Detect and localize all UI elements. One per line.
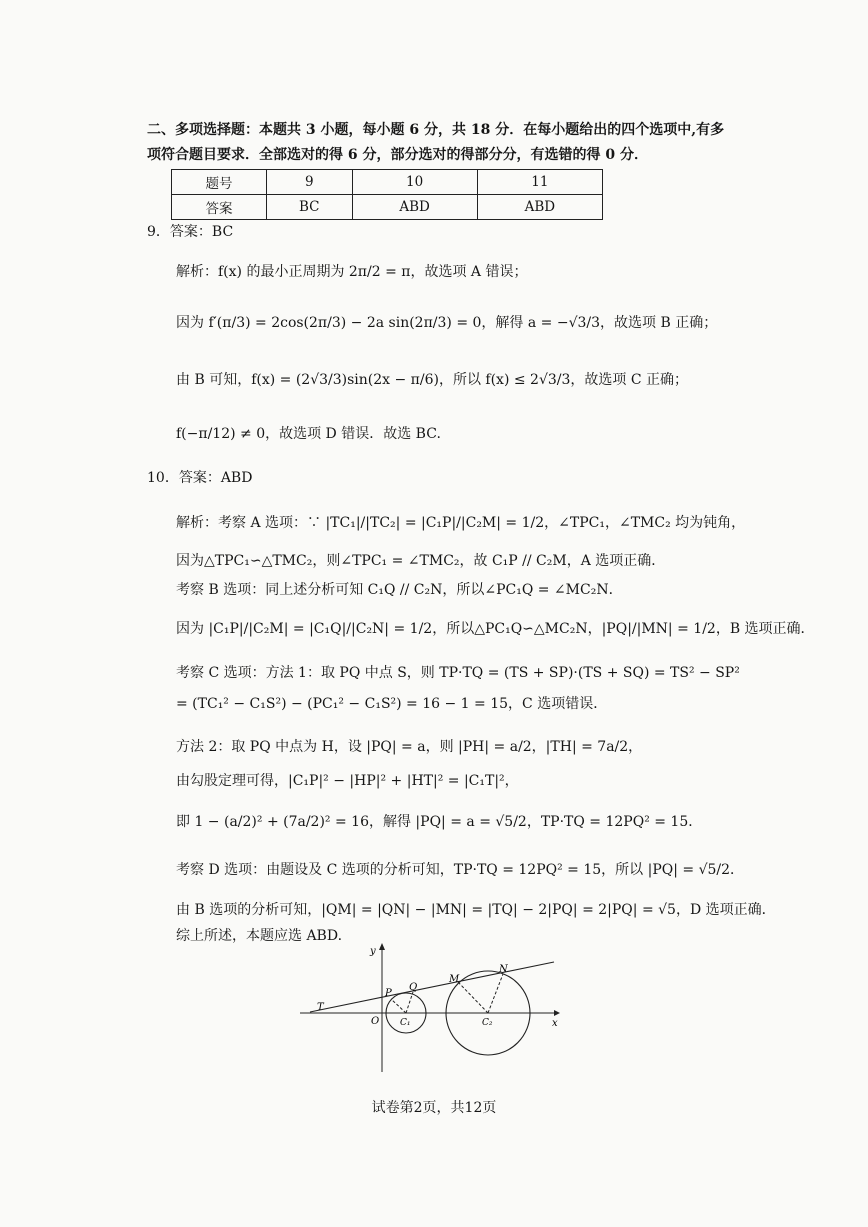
radius-c1q bbox=[406, 992, 413, 1013]
label-m: M bbox=[449, 974, 460, 985]
geometry-diagram bbox=[296, 940, 566, 1075]
q10-line11: 由 B 选项的分析可知，|QM| = |QN| − |MN| = |TQ| − 2|PQ| = 2|PQ| = √5，D 选项正确． bbox=[176, 902, 776, 918]
page-footer: 试卷第2页，共12页 bbox=[371, 1100, 497, 1116]
table-cell: 10 bbox=[352, 170, 477, 195]
secant-line bbox=[310, 962, 554, 1012]
q9-line2: 因为 f′(π/3) = 2cos(2π/3) − 2a sin(2π/3) = 0，解得 a = −√3/3，故选项 B 正确； bbox=[176, 315, 718, 331]
q10-line5: 考察 C 选项：方法 1：取 PQ 中点 S，则 TP·TQ = (TS + SP)·(TS + SQ) = TS² − SP² bbox=[176, 665, 740, 681]
label-y: y bbox=[370, 946, 376, 957]
q10-line3: 考察 B 选项：同上述分析可知 C₁Q // C₂N，所以∠PC₁Q = ∠MC₂N． bbox=[176, 582, 623, 598]
label-q: Q bbox=[409, 982, 418, 993]
q10-line6: = (TC₁² − C₁S²) − (PC₁² − C₁S²) = 16 − 1 = 15，C 选项错误． bbox=[176, 696, 608, 712]
radius-c2m bbox=[458, 982, 488, 1013]
table-row bbox=[172, 195, 603, 220]
q10-line8: 由勾股定理可得，|C₁P|² − |HP|² + |HT|² = |C₁T|²， bbox=[176, 773, 519, 789]
q9-title: 9．答案：BC bbox=[147, 224, 234, 240]
table-row bbox=[172, 170, 603, 195]
q10-line12: 综上所述，本题应选 ABD. bbox=[176, 928, 343, 944]
table-cell: 11 bbox=[477, 170, 602, 195]
section-header-line1: 二、多项选择题：本题共 3 小题，每小题 6 分，共 18 分．在每小题给出的四个选项中,有多 bbox=[147, 122, 725, 138]
label-o: O bbox=[371, 1016, 380, 1027]
label-t: T bbox=[317, 1002, 324, 1013]
q10-line7: 方法 2：取 PQ 中点为 H，设 |PQ| = a，则 |PH| = a/2，|TH| = 7a/2， bbox=[176, 739, 643, 755]
q10-line2: 因为△TPC₁∽△TMC₂，则∠TPC₁ = ∠TMC₂，故 C₁P // C₂M，A 选项正确． bbox=[176, 553, 666, 569]
answer-table bbox=[171, 169, 603, 220]
table-cell: ABD bbox=[477, 195, 602, 220]
label-n: N bbox=[499, 964, 508, 975]
section-header-line2: 项符合题目要求．全部选对的得 6 分，部分选对的得部分分，有选错的得 0 分． bbox=[147, 147, 648, 163]
q10-line4: 因为 |C₁P|/|C₂M| = |C₁Q|/|C₂N| = 1/2，所以△PC₁Q∽△MC₂N，|PQ|/|MN| = 1/2，B 选项正确． bbox=[176, 621, 815, 637]
label-p: P bbox=[385, 988, 392, 999]
table-cell: 9 bbox=[267, 170, 353, 195]
radius-c2n bbox=[488, 974, 503, 1013]
y-axis-arrow-icon bbox=[379, 943, 385, 950]
q9-line4: f(−π/12) ≠ 0，故选项 D 错误．故选 BC. bbox=[176, 426, 441, 442]
q9-line1: 解析：f(x) 的最小正周期为 2π/2 = π，故选项 A 错误； bbox=[176, 264, 528, 280]
table-header-cell: 题号 bbox=[172, 170, 267, 195]
label-c2: C₂ bbox=[482, 1018, 493, 1028]
q10-title: 10．答案：ABD bbox=[147, 470, 253, 486]
x-axis-arrow-icon bbox=[554, 1010, 560, 1016]
q9-line3: 由 B 可知，f(x) = (2√3/3)sin(2x − π/6)，所以 f(x) ≤ 2√3/3，故选项 C 正确； bbox=[176, 372, 689, 388]
label-c1: C₁ bbox=[400, 1018, 411, 1028]
table-header-cell: 答案 bbox=[172, 195, 267, 220]
label-x: x bbox=[552, 1018, 558, 1029]
q10-line10: 考察 D 选项：由题设及 C 选项的分析可知，TP·TQ = 12PQ² = 15，所以 |PQ| = √5/2． bbox=[176, 862, 745, 878]
q10-line1: 解析：考察 A 选项：∵ |TC₁|/|TC₂| = |C₁P|/|C₂M| = 1/2，∠TPC₁，∠TMC₂ 均为钝角， bbox=[176, 515, 746, 531]
radius-c1p bbox=[391, 999, 406, 1013]
q10-line9: 即 1 − (a/2)² + (7a/2)² = 16，解得 |PQ| = a = √5/2，TP·TQ = 12PQ² = 15． bbox=[176, 814, 703, 830]
table-cell: ABD bbox=[352, 195, 477, 220]
table-cell: BC bbox=[267, 195, 353, 220]
